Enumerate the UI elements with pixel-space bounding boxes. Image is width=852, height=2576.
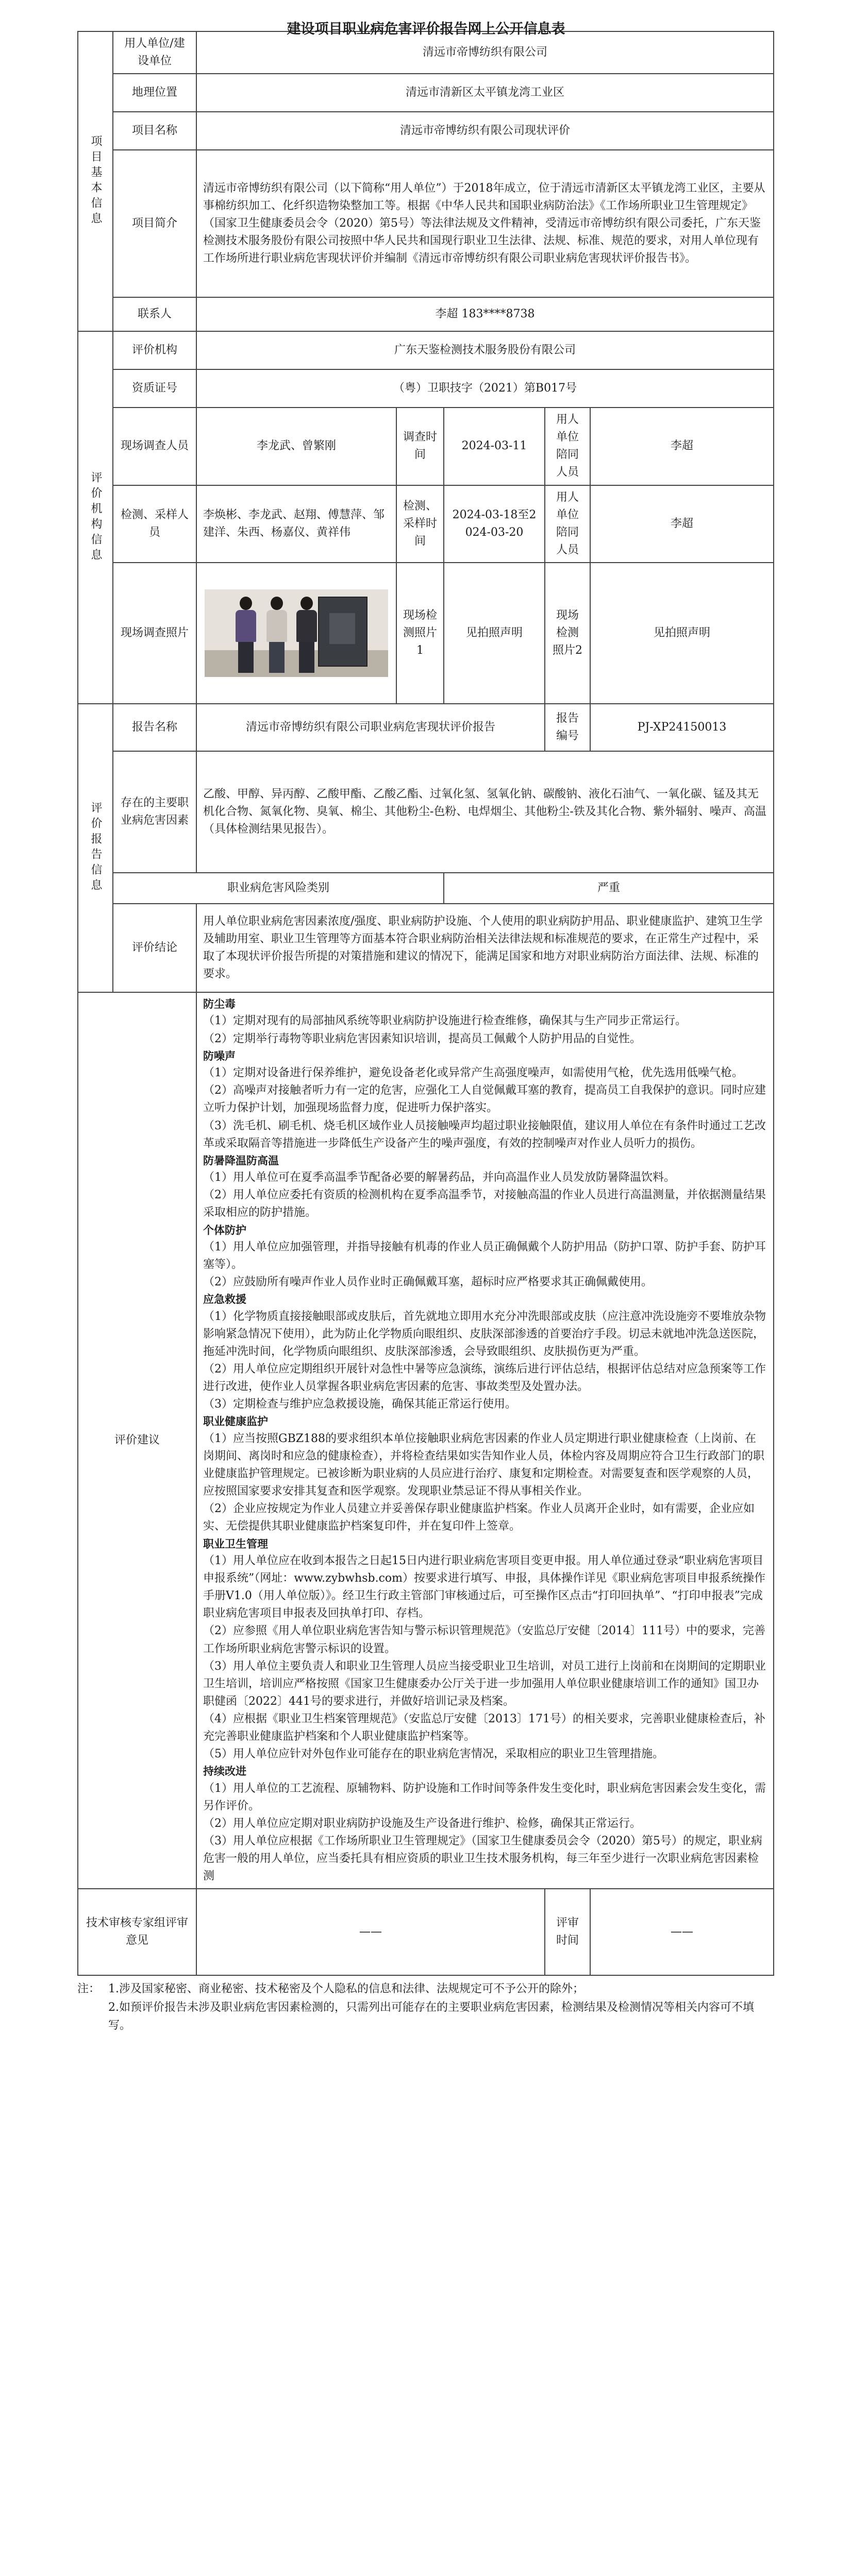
accompany-label-1: 用人单位陪同人员 <box>545 408 590 485</box>
contact-value: 李超 183****8738 <box>196 297 774 331</box>
onsite-photo-1-label: 现场检测照片1 <box>396 563 444 704</box>
risk-category-label: 职业病危害风险类别 <box>113 873 444 904</box>
report-name-value: 清远市帝博纺织有限公司职业病危害现状评价报告 <box>196 704 545 751</box>
notes-label: 注： <box>77 1982 101 1996</box>
survey-staff-label: 现场调查人员 <box>113 408 196 485</box>
onsite-photo-2-value: 见拍照声明 <box>590 563 774 704</box>
project-value: 清远市帝博纺织有限公司现状评价 <box>196 112 774 150</box>
advice-item: （1）应当按照GBZ188的要求组织本单位接触职业病危害因素的作业人员定期进行职业健康检查（上岗前、在岗期间、离岗时和应急的健康检查），并将检查结果如实告知作业人员，体检内容及周期应符合卫生行政部门的职业健康监护管理规定。已被诊断为职业病的人员应进行治疗、康复和定期检查。对需要复查和医学观察的人员，应按照国家要求安排其复查和医学观察。发现职业禁忌证不得从事相关作业。 <box>203 1432 765 1498</box>
advice-heading: 防尘毒 <box>203 997 236 1010</box>
conclusion-value: 用人单位职业病危害因素浓度/强度、职业病防护设施、个人使用的职业病防护用品、职业健康监护、建筑卫生学及辅助用室、职业卫生管理等方面基本符合职业病防治相关法律法规和标准规范的要求，在正常生产过程中，采取了本现状评价报告所提的对策措施和建议的情况下，能满足国家和地方对职业病防治方面法律、法规、标准的要求。 <box>196 904 774 992</box>
advice-item: （5）用人单位应针对外包作业可能存在的职业病危害情况，采取相应的职业卫生管理措施。 <box>203 1748 664 1761</box>
location-value: 清远市清新区太平镇龙湾工业区 <box>196 74 774 112</box>
advice-item: （2）定期举行毒物等职业病危害因素知识培训，提高员工佩戴个人防护用品的自觉性。 <box>203 1032 641 1045</box>
advice-item: （3）洗毛机、刷毛机、烧毛机区域作业人员接触噪声均超过职业接触限值，建议用人单位在有条件时通过工艺改革或采取隔音等措施进一步降低生产设备产生的噪声强度，有效的控制噪声对作业人员听力的损伤。 <box>203 1119 766 1150</box>
contact-label: 联系人 <box>113 297 196 331</box>
advice-heading: 职业卫生管理 <box>203 1537 268 1550</box>
survey-photo <box>205 589 388 677</box>
advice-heading: 防暑降温防高温 <box>203 1154 279 1167</box>
advice-heading: 职业健康监护 <box>203 1415 268 1428</box>
advice-item: （2）应鼓励所有噪声作业人员作业时正确佩戴耳塞，超标时应严格要求其正确佩戴使用。 <box>203 1276 653 1289</box>
advice-item: （1）定期对现有的局部抽风系统等职业病防护设施进行检查维修，确保其与生产同步正常运行。 <box>203 1014 687 1028</box>
review-time-value: —— <box>590 1889 774 1975</box>
review-time-label: 评审时间 <box>545 1889 590 1975</box>
agency-label: 评价机构 <box>113 331 196 369</box>
sampling-staff-value: 李焕彬、李龙武、赵翔、傅慧萍、邹建洋、朱西、杨嘉仪、黄祥伟 <box>196 485 396 563</box>
advice-heading: 个体防护 <box>203 1224 246 1236</box>
advice-heading: 防噪声 <box>203 1049 236 1062</box>
photo-person-2 <box>266 597 287 673</box>
section-agency-info: 评价机构信息 <box>78 331 113 704</box>
survey-time-value: 2024-03-11 <box>444 408 545 485</box>
advice-item: （1）定期对设备进行保养维护，避免设备老化或异常产生高强度噪声，如需使用气枪，优先选用低噪气枪。 <box>203 1066 744 1080</box>
advice-item: （1）化学物质直接接触眼部或皮肤后，首先就地立即用水充分冲洗眼部或皮肤（应注意冲洗设施旁不要堆放杂物影响紧急情况下使用），此为防止化学物质向眼组织、皮肤深部渗透的首要治疗手段。切忌未就地冲洗急送医院，拖延冲洗时间，化学物质向眼组织、皮肤深部渗透，会导致眼组织、皮肤损伤更为严重。 <box>203 1310 766 1359</box>
sampling-time-label: 检测、采样时间 <box>396 485 444 563</box>
hazard-factors-label: 存在的主要职业病危害因素 <box>113 751 196 873</box>
document-title: 建设项目职业病危害评价报告网上公开信息表 <box>287 21 565 37</box>
photo-cabinet <box>318 597 367 667</box>
accompany-value-2: 李超 <box>590 485 774 563</box>
notes <box>77 1976 773 2035</box>
sampling-staff-label: 检测、采样人员 <box>113 485 196 563</box>
advice-item: （3）用人单位应根据《工作场所职业卫生管理规定》（国家卫生健康委员会令（2020）第5号）的规定，职业病危害一般的用人单位，应当委托具有相应资质的职业卫生技术服务机构，每三年至少进行一次职业病危害因素检测 <box>203 1835 762 1883</box>
survey-photo-label: 现场调查照片 <box>113 563 196 704</box>
section-report-info: 评价报告信息 <box>78 704 113 992</box>
advice-item: （1）用人单位应加强管理，并指导接触有机毒的作业人员正确佩戴个人防护用品（防护口罩、防护手套、防护耳塞等）。 <box>203 1241 766 1272</box>
photo-person-1 <box>236 597 256 673</box>
hazard-factors-value: 乙酸、甲醇、异丙醇、乙酸甲酯、乙酸乙酯、过氧化氢、氢氧化钠、碳酸钠、液化石油气、一氧化碳、锰及其无机化合物、氮氧化物、臭氧、棉尘、其他粉尘-色粉、电焊烟尘、其他粉尘-铁及其化合物、紫外辐射、噪声、高温（具体检测结果见报告）。 <box>196 751 774 873</box>
intro-label: 项目简介 <box>113 150 196 297</box>
report-name-label: 报告名称 <box>113 704 196 751</box>
report-no-value: PJ-XP24150013 <box>590 704 774 751</box>
sampling-time-value: 2024-03-18至2024-03-20 <box>444 485 545 563</box>
advice-heading: 应急救援 <box>203 1293 246 1306</box>
accompany-label-2: 用人单位陪同人员 <box>545 485 590 563</box>
risk-category-value: 严重 <box>444 873 774 904</box>
accompany-value-1: 李超 <box>590 408 774 485</box>
cert-value: （粤）卫职技字（2021）第B017号 <box>196 369 774 408</box>
advice-list <box>203 996 767 1885</box>
advice-item: （2）应参照《用人单位职业病危害告知与警示标识管理规范》（安监总厅安健〔2014〕111号）中的要求，完善工作场所职业病危害警示标识的设置。 <box>203 1624 765 1655</box>
cert-label: 资质证号 <box>113 369 196 408</box>
onsite-photo-1-value: 见拍照声明 <box>444 563 545 704</box>
advice-item: （3）用人单位主要负责人和职业卫生管理人员应当接受职业卫生培训，对员工进行上岗前和在岗期间的定期职业卫生培训，培训应严格按照《国家卫生健康委办公厅关于进一步加强用人单位职业健康培训工作的通知》国卫办职健函〔2022〕441号的要求进行，并做好培训记录及档案。 <box>203 1659 766 1708</box>
unit-label: 用人单位/建设单位 <box>113 31 196 74</box>
advice-label: 评价建议 <box>78 992 196 1889</box>
section-basic-info: 项目基本信息 <box>78 31 113 331</box>
advice-heading: 持续改进 <box>203 1765 246 1778</box>
advice-item: （4）应根据《职业卫生档案管理规范》（安监总厅安健〔2013〕171号）的相关要求，完善职业健康检查后，补充完善职业健康监护档案和个人职业健康监护档案等。 <box>203 1712 765 1743</box>
unit-value: 清远市帝博纺织有限公司 <box>196 31 774 74</box>
advice-item: （3）定期检查与维护应急救援设施，确保其能正常运行使用。 <box>203 1398 516 1411</box>
project-label: 项目名称 <box>113 112 196 150</box>
expert-review-label: 技术审核专家组评审意见 <box>78 1889 196 1975</box>
survey-photo-cell <box>196 563 396 704</box>
onsite-photo-2-label: 现场检测照片2 <box>545 563 590 704</box>
intro-value: 清远市帝博纺织有限公司（以下简称“用人单位”）于2018年成立，位于清远市清新区太平镇龙湾工业区，主要从事棉纺织加工、化纤织造物染整加工等。根据《中华人民共和国职业病防治法》《工作场所职业卫生管理规定》（国家卫生健康委员会令（2020）第5号）等法律法规及文件精神，受清远市帝博纺织有限公司委托，广东天鉴检测技术服务股份有限公司按照中华人民共和国现行职业卫生法律、法规、标准、规范的要求，对用人单位现有工作场所进行职业病危害现状评价并编制《清远市帝博纺织有限公司职业病危害现状评价报告书》。 <box>196 150 774 297</box>
advice-item: （1）用人单位的工艺流程、原辅物料、防护设施和工作时间等条件发生变化时，职业病危害因素会发生变化，需另作评价。 <box>203 1782 766 1812</box>
advice-item: （1）用人单位可在夏季高温季节配备必要的解暑药品，并向高温作业人员发放防暑降温饮料。 <box>203 1171 676 1184</box>
note-line-1: 1.涉及国家秘密、商业秘密、技术秘密及个人隐私的信息和法律、法规规定可不予公开的除外； <box>108 1982 584 1996</box>
advice-content <box>196 992 774 1889</box>
advice-item: （2）用人单位应委托有资质的检测机构在夏季高温季节，对接触高温的作业人员进行高温测量，并依据测量结果采取相应的防护措施。 <box>203 1189 766 1219</box>
note-line-2: 2.如预评价报告未涉及职业病危害因素检测的，只需列出可能存在的主要职业病危害因素，检测结果及检测情况等相关内容可不填写。 <box>108 2001 754 2032</box>
advice-item: （2）高噪声对接触者听力有一定的危害，应强化工人自觉佩戴耳塞的教育，提高员工自我保护的意识。同时应建立听力保护计划，加强现场监督力度，促进听力保护落实。 <box>203 1084 766 1115</box>
photo-person-3 <box>296 597 317 673</box>
disclosure-table <box>77 31 774 1976</box>
advice-item: （2）用人单位应定期组织开展针对急性中暑等应急演练，演练后进行评估总结，根据评估总结对应急预案等工作进行改进，使作业人员掌握各职业病危害因素的危害、事故类型及处置办法。 <box>203 1363 766 1394</box>
agency-value: 广东天鉴检测技术服务股份有限公司 <box>196 331 774 369</box>
advice-item: （2）企业应按规定为作业人员建立并妥善保存职业健康监护档案。作业人员离开企业时，如有需要，企业应如实、无偿提供其职业健康监护档案复印件，并在复印件上签章。 <box>203 1502 755 1533</box>
notes-body <box>108 1980 773 2035</box>
advice-item: （2）用人单位应定期对职业病防护设施及生产设备进行维护、检修，确保其正常运行。 <box>203 1817 641 1830</box>
survey-time-label: 调查时间 <box>396 408 444 485</box>
expert-review-value: —— <box>196 1889 545 1975</box>
conclusion-label: 评价结论 <box>113 904 196 992</box>
location-label: 地理位置 <box>113 74 196 112</box>
advice-item: （1）用人单位应在收到本报告之日起15日内进行职业病危害项目变更申报。用人单位通过登录“职业病危害项目申报系统”（网址：www.zybwhsb.com）按要求进行填写、申报，具体操作详见《职业病危害项目申报系统操作手册V1.0（用人单位版）》。经卫生行政主管部门审核通过后，可至操作区点击“打印回执单”、“打印申报表”完成职业病危害项目申报表及回执单打印、存档。 <box>203 1554 766 1620</box>
report-no-label: 报告编号 <box>545 704 590 751</box>
survey-staff-value: 李龙武、曾繁刚 <box>196 408 396 485</box>
